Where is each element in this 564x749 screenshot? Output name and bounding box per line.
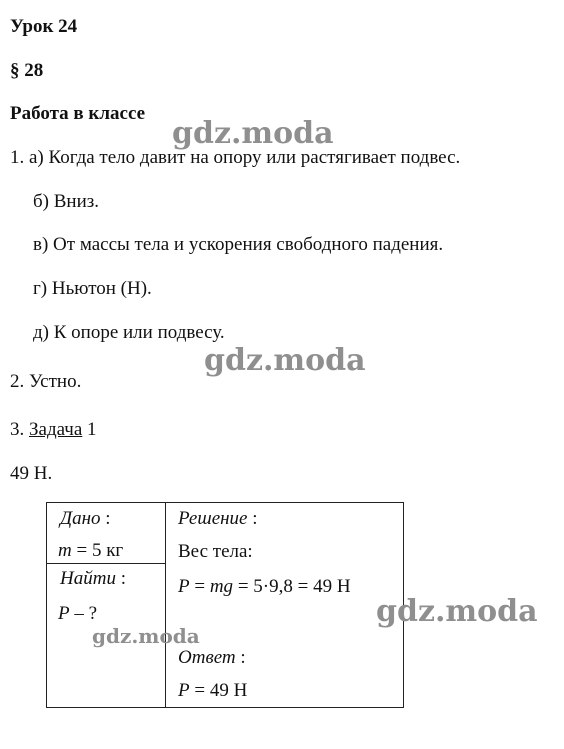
answer-1b: б) Вниз.	[33, 191, 100, 212]
solution-label	[178, 508, 258, 530]
answer-line: 49 Н.	[10, 463, 53, 484]
answer-2: 2. Устно.	[10, 371, 82, 392]
solution-table	[46, 502, 404, 708]
given-value	[58, 540, 123, 562]
task-word: Задача	[29, 419, 83, 440]
table-vertical-divider	[165, 502, 166, 708]
weight-text: Вес тела:	[178, 541, 253, 562]
find-colon: :	[120, 568, 126, 589]
answer-colon: :	[240, 647, 246, 668]
watermark-2: gdz.moda	[204, 343, 366, 378]
lesson-title: Урок 24	[10, 16, 78, 37]
formula-p: P	[178, 576, 190, 597]
table-horizontal-divider	[46, 563, 166, 564]
given-colon: :	[105, 508, 111, 529]
work-title: Работа в классе	[10, 103, 146, 124]
mass-value: = 5 кг	[71, 540, 124, 561]
find-rest: – ?	[69, 603, 98, 624]
watermark-3: gdz.moda	[376, 594, 538, 629]
solution-colon: :	[252, 508, 258, 529]
answer-1a: 1. а) Когда тело давит на опору или растягивает подвес.	[10, 147, 461, 168]
watermark-4: gdz.moda	[92, 624, 200, 648]
answer-1d: д) К опоре или подвесу.	[33, 322, 225, 343]
find-label	[60, 568, 126, 590]
answer-label	[178, 647, 246, 669]
formula-rest: = 5·9,8 = 49 Н	[233, 576, 351, 597]
given-label	[60, 508, 111, 530]
formula-mg: mg	[209, 576, 234, 597]
answer-p: P	[178, 680, 190, 701]
answer-formula	[178, 680, 247, 702]
answer-rest: = 49 Н	[189, 680, 248, 701]
watermark-1: gdz.moda	[172, 116, 334, 151]
task-number: 1	[87, 419, 97, 440]
section-number: § 28	[10, 60, 44, 81]
find-word: Найти	[60, 568, 116, 589]
weight-formula	[178, 576, 351, 598]
answer-3-number: 3.	[10, 419, 25, 440]
given-word: Дано	[60, 508, 101, 529]
mass-variable: m	[58, 540, 72, 561]
answer-1v: в) От массы тела и ускорения свободного падения.	[33, 234, 444, 255]
formula-eq: =	[189, 576, 210, 597]
answer-1g: г) Ньютон (Н).	[33, 278, 152, 299]
find-variable: P	[58, 603, 70, 624]
find-value	[58, 603, 97, 625]
solution-word: Решение	[178, 508, 248, 529]
answer-3	[10, 419, 97, 441]
answer-word: Ответ	[178, 647, 236, 668]
